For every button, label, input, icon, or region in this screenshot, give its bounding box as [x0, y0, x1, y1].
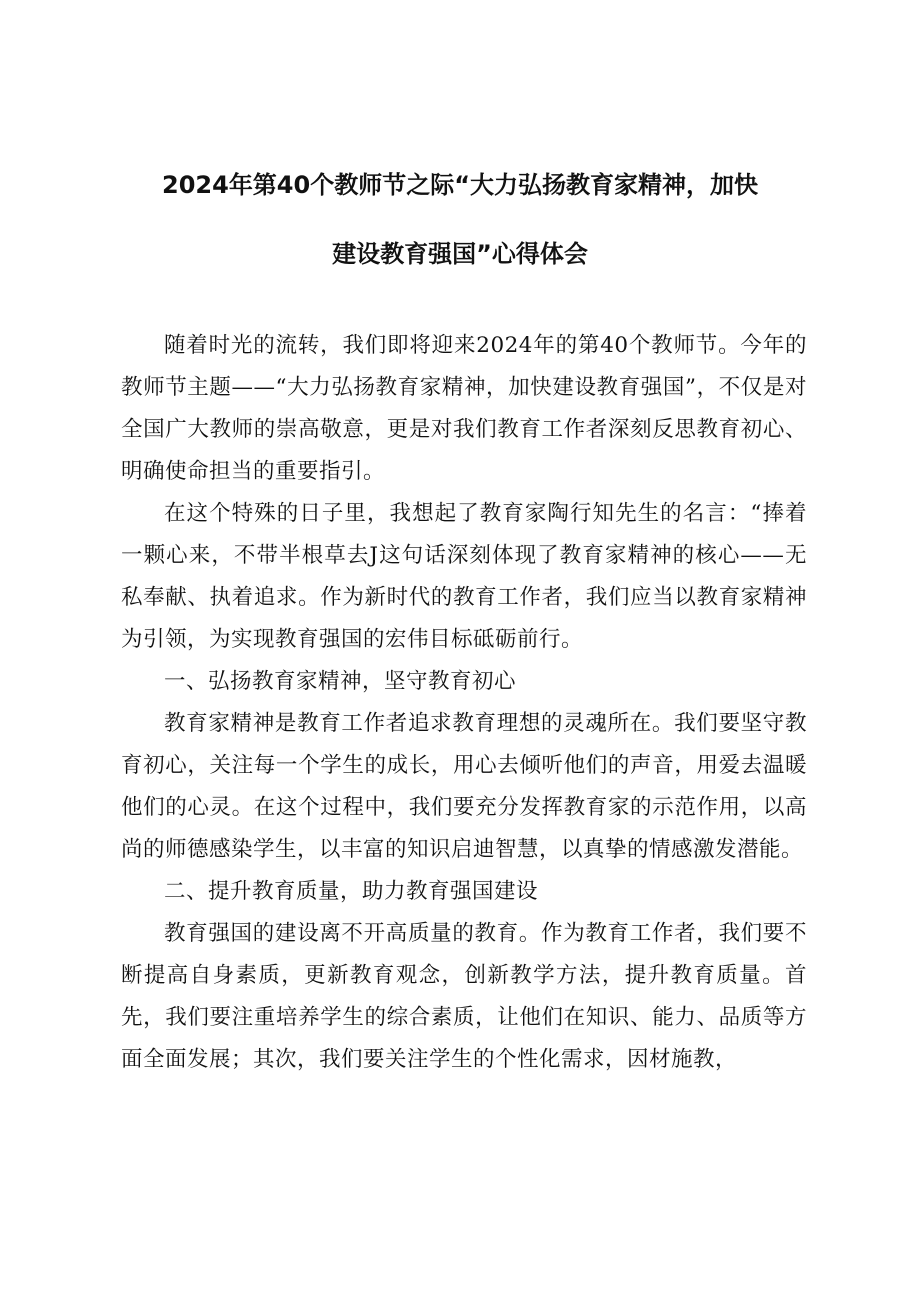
section-heading: 二、提升教育质量，助力教育强国建设	[164, 879, 539, 904]
body-paragraph: 在这个特殊的日子里，我想起了教育家陶行知先生的名言：“捧着一颗心来，不带半根草去J这句话深刻体现了教育家精神的核心——无私奉献、执着追求。作为新时代的教育工作者，我们应当以教育家精神为引领，为实现教育强国的宏伟目标砥砺前行。	[121, 501, 807, 652]
document-body	[121, 325, 807, 1081]
body-paragraph: 随着时光的流转，我们即将迎来2024年的第40个教师节。今年的教师节主题——“大力弘扬教育家精神，加快建设教育强国”，不仅是对全国广大教师的崇高敬意，更是对我们教育工作者深刻反思教育初心、明确使命担当的重要指引。	[121, 333, 807, 484]
section-heading: 一、弘扬教育家精神，坚守教育初心	[164, 669, 517, 694]
body-paragraph: 教育家精神是教育工作者追求教育理想的灵魂所在。我们要坚守教育初心，关注每一个学生的成长，用心去倾听他们的声音，用爱去温暖他们的心灵。在这个过程中，我们要充分发挥教育家的示范作用，以高尚的师德感染学生，以丰富的知识启迪智慧，以真挚的情感激发潜能。	[121, 711, 807, 862]
document-title-line-2: 建设教育强国”心得体会	[332, 240, 588, 268]
body-paragraph: 教育强国的建设离不开高质量的教育。作为教育工作者，我们要不断提高自身素质，更新教育观念，创新教学方法，提升教育质量。首先，我们要注重培养学生的综合素质，让他们在知识、能力、品质等方面全面发展；其次，我们要关注学生的个性化需求，因材施教，	[121, 921, 807, 1072]
document-title-line-1: 2024年第40个教师节之际“大力弘扬教育家精神，加快	[162, 171, 758, 199]
